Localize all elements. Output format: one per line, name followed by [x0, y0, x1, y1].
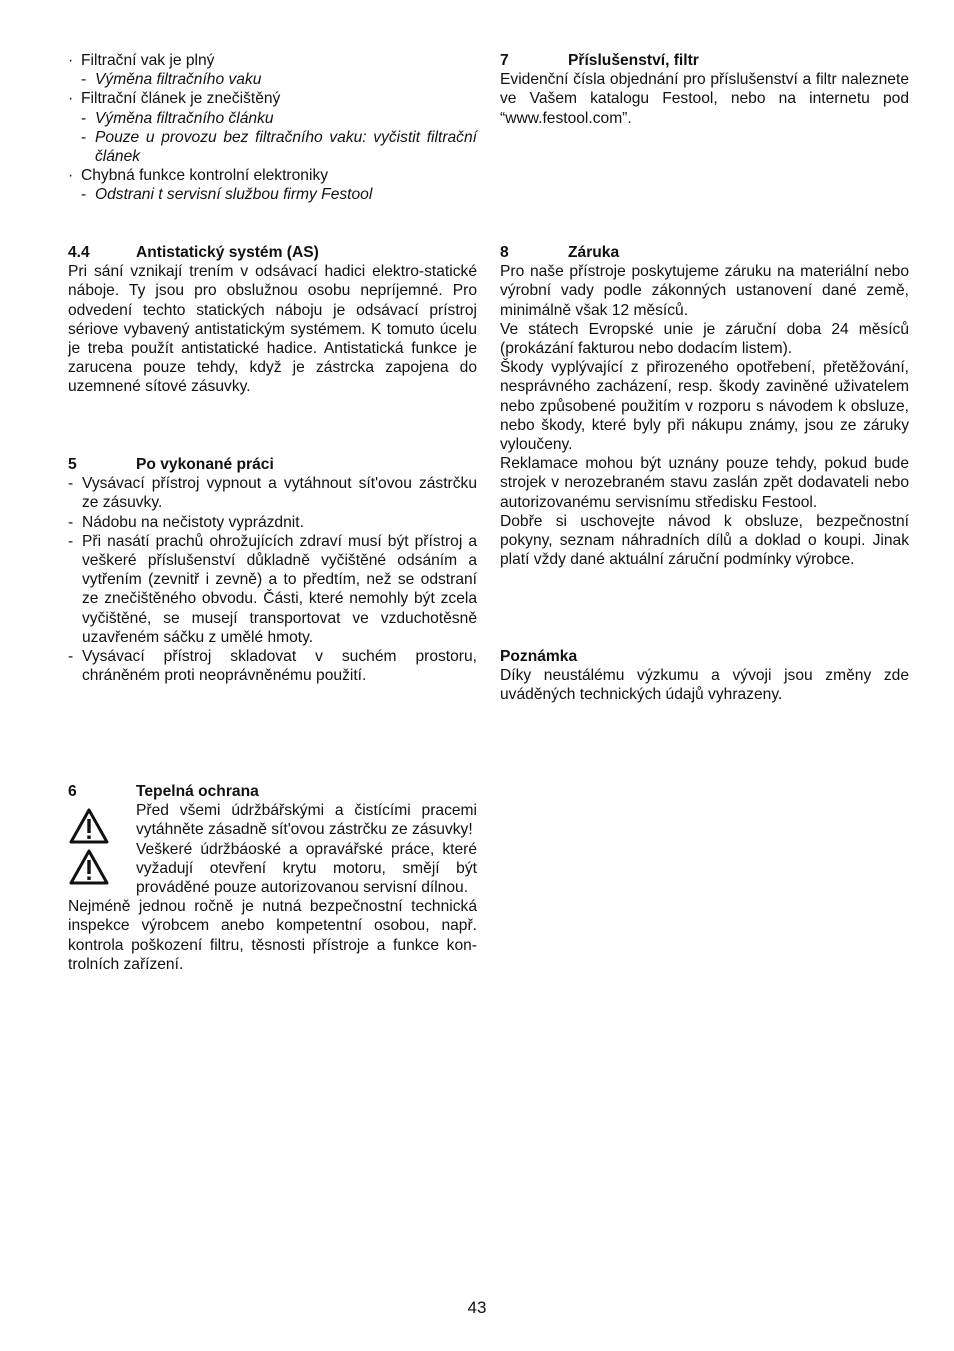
section-heading	[500, 51, 909, 70]
warning-text: Veškeré údržbáoské a opravářské práce, které vyžadují otevření krytu motoru, smějí být prováděné pouze autorizovanou servisní dílnou.	[136, 840, 477, 897]
list-item-text: Vysávací přístroj skladovat v suchém prostoru, chráněném proti neoprávněnému použití.	[82, 648, 477, 685]
dash-marker: -	[81, 186, 87, 204]
bullet-marker: ·	[68, 52, 74, 69]
list-item	[68, 513, 477, 532]
section-7	[500, 51, 909, 128]
section-paragraph: Ve státech Evropské unie je záruční doba 24 měsíců (prokázání fakturou nebo dodacím listem).	[500, 320, 909, 358]
warning-block-2	[68, 840, 477, 898]
list-subitem-text: Pouze u provozu bez filtračního vaku: vyčistit filtrační článek	[95, 128, 477, 166]
section-title: Záruka	[568, 244, 620, 261]
section-heading	[68, 455, 477, 474]
section-number: 5	[68, 456, 77, 473]
list-item	[68, 647, 477, 685]
list-subitem	[68, 109, 477, 128]
warning-block-1	[68, 801, 477, 839]
section-title: Antistatický systém (AS)	[136, 244, 319, 261]
section-paragraph: Dobře si uschovejte návod k obsluze, bezpečnostní pokyny, seznam náhradních dílů a doklad o koupi. Jinak platí vždy dané aktuální záruční podmínky výrobce.	[500, 512, 909, 569]
section-paragraph: Pri sání vznikají trením v odsávací hadici elektro-statické náboje. Ty jsou pro obslužnou osobu nepríjemné. Pro odvedení techto statických náboju je odsávací prístroj sériove vybavený antistatickým systémem. K tomuto úcelu je treba použít antistatické hadice. Antistatická funkce je zarucena pouze tehdy, když je zástrcka zapojena do uzemnené sítové zásuvky.	[68, 263, 477, 396]
note-paragraph: Díky neustálému výzkumu a vývoji jsou změny zde uváděných technických údajů vyhrazeny.	[500, 667, 909, 704]
list-subitem-text: Výměna filtračního článku	[95, 109, 274, 127]
list-subitem	[68, 70, 477, 89]
section-paragraph: Reklamace mohou být uznány pouze tehdy, pokud bude strojek v nerozebraném stavu zaslán zpět dodavateli nebo autorizovanému servisnímu středisku Festool.	[500, 455, 909, 511]
section-heading	[500, 243, 909, 262]
dash-marker: -	[81, 109, 87, 127]
list-item-text: Chybná funkce kontrolní elektroniky	[81, 167, 329, 185]
section-number: 7	[500, 52, 509, 69]
section-heading	[68, 782, 477, 801]
section-title: Tepelná ochrana	[136, 783, 259, 800]
dash-marker: -	[68, 648, 74, 666]
warning-triangle-icon	[68, 848, 110, 886]
list-subitem-text: Výměna filtračního vaku	[95, 71, 262, 89]
section-heading	[68, 243, 477, 262]
section-title: Po vykonané práci	[136, 456, 274, 473]
list-item-text: Vysávací přístroj vypnout a vytáhnout sít'ovou zástrčku ze zásuvky.	[82, 475, 477, 512]
page-number: 43	[467, 1298, 487, 1317]
section-paragraph: Pro naše přístroje poskytujeme záruku na materiální nebo výrobní vady podle zákonných ustanovení dané země, minimálně však 12 měsíců.	[500, 263, 909, 319]
list-item	[68, 532, 477, 647]
section-paragraph: Evidenční čísla objednání pro příslušenství a filtr naleznete ve Vašem katalogu Festool, nebo na internetu pod “www.festool.com”.	[500, 71, 909, 127]
list-item	[68, 51, 477, 70]
section-title: Příslušenství, filtr	[568, 52, 699, 69]
list-item-text: Při nasátí prachů ohrožujících zdraví musí být přístroj a veškeré příslušenství důkladně vyčištěné odsáním a vytřením (zevnitř i zevně) a to předtím, než se odstraní ze znečištěného obvodu. Části, které nemohly být zcela vyčištěné, se musejí transportovat ve vzduchotěsně uzavřeném sáčku z umělé hmoty.	[82, 532, 477, 646]
dash-marker: -	[68, 532, 74, 550]
section-6	[68, 782, 477, 974]
dash-marker: -	[68, 513, 74, 531]
list-item	[68, 89, 477, 108]
section-paragraph: Nejméně jednou ročně je nutná bezpečnostní technická inspekce výrobcem anebo kompetentní osobou, např. kontrola poškození filtru, těsnosti přístroje a funkce kon-trolních zařízení.	[68, 898, 477, 973]
warning-text: Před všemi údržbářskými a čistícími pracemi vytáhněte zásadně sít'ovou zástrčku ze zásuvky!	[136, 802, 477, 839]
section-number: 6	[68, 783, 77, 800]
list-subitem	[68, 185, 477, 204]
dash-marker: -	[81, 128, 87, 146]
list-subitem	[68, 128, 477, 166]
section-paragraph: Škody vyplývající z přirozeného opotřebení, přetěžování, nesprávného zacházení, resp. škody zaviněné uživatelem nebo způsobené použitím v rozporu s návodem k obsluze, nebo škody, které byly při nákupu známy, jsou ze záruky vyloučeny.	[500, 359, 909, 454]
section-number: 4.4	[68, 244, 90, 261]
section-5	[68, 455, 477, 685]
note-title: Poznámka	[500, 648, 578, 665]
list-item	[68, 166, 477, 185]
troubleshooting-list	[68, 51, 477, 205]
note-section	[500, 647, 909, 705]
dash-marker: -	[81, 71, 87, 89]
section-4-4	[68, 243, 477, 397]
list-subitem-text: Odstrani t servisní službou firmy Festool	[95, 186, 373, 204]
list-item	[68, 474, 477, 512]
section-8	[500, 243, 909, 569]
section-number: 8	[500, 244, 509, 261]
list-item-text: Nádobu na nečistoty vyprázdnit.	[82, 513, 304, 531]
list-item-text: Filtrační vak je plný	[81, 52, 215, 69]
bullet-marker: ·	[68, 90, 74, 108]
bullet-marker: ·	[68, 167, 74, 185]
list-item-text: Filtrační článek je znečištěný	[81, 90, 281, 108]
dash-marker: -	[68, 475, 74, 493]
